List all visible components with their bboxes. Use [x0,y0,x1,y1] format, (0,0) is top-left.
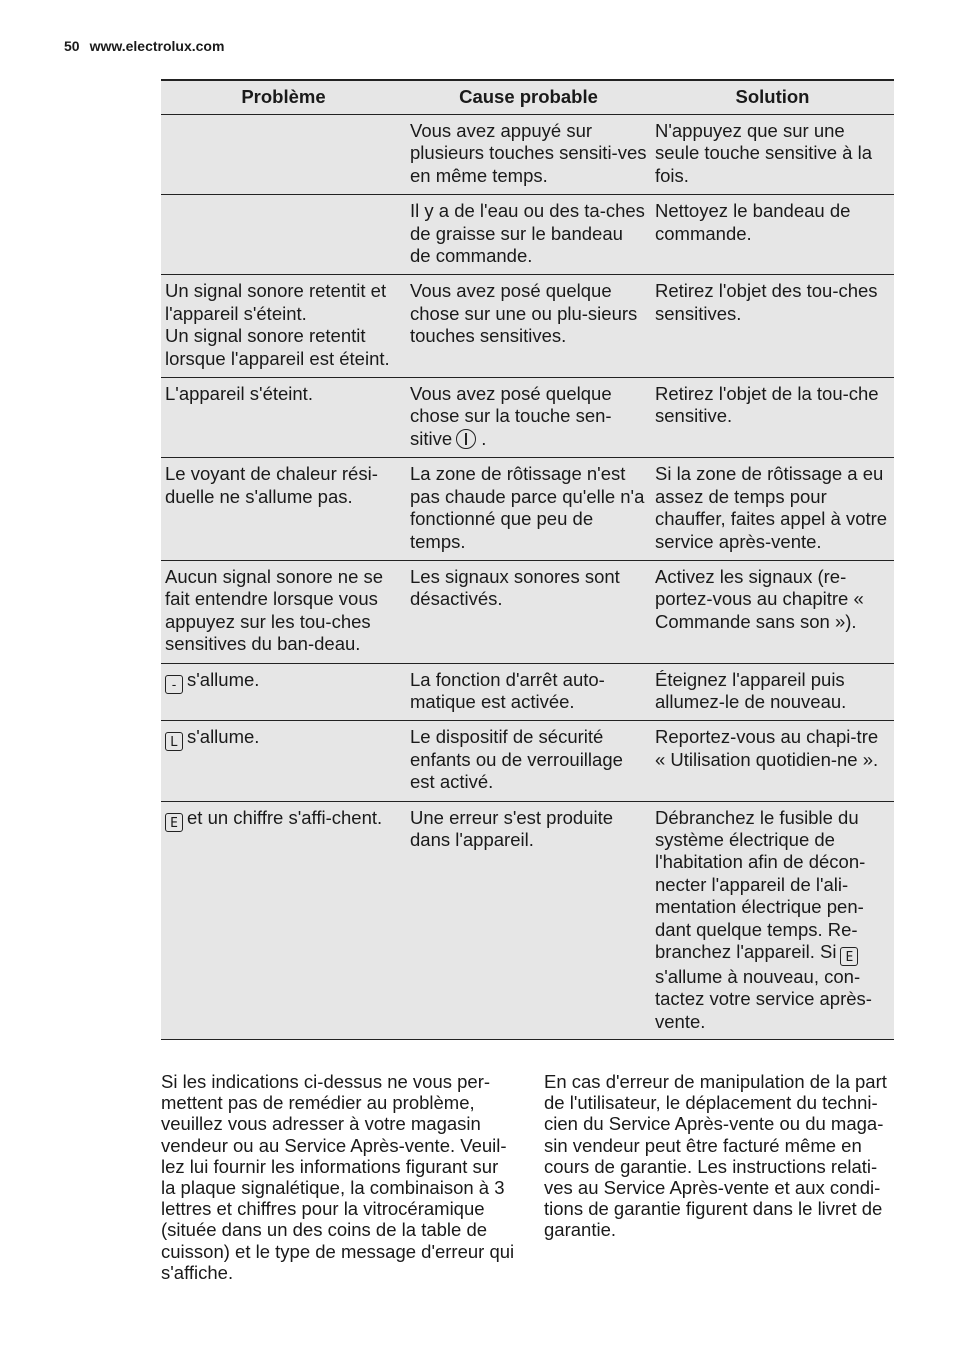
page-number: 50 [64,38,80,54]
solution-cell: Activez les signaux (re-portez-vous au chapitre « Commande sans son »). [651,560,894,663]
table-row [161,801,894,1040]
column-header-problem: Problème [161,80,406,115]
cause-cell: Une erreur s'est produite dans l'appareil. [406,801,651,1040]
table-row [161,195,894,275]
cause-text-end: . [481,427,487,449]
cause-cell: Le dispositif de sécurité enfants ou de verrouillage est activé. [406,721,651,801]
problem-cell: L'appareil s'éteint. [161,378,406,458]
table-row [161,275,894,378]
table-row [161,378,894,458]
solution-cell: Retirez l'objet de la tou-che sensitive. [651,378,894,458]
solution-text: Débranchez le fusible du système électrique de l'habitation afin de décon-necter l'appareil de l'ali-mentation électrique pen-dant quelque temps. Re-branchez l'appareil. Si [655,806,866,962]
cause-cell: Vous avez appuyé sur plusieurs touches sensiti-ves en même temps. [406,115,651,195]
problem-cell [161,801,406,1040]
solution-cell: Nettoyez le bandeau de commande. [651,195,894,275]
solution-cell [651,801,894,1040]
lock-display-symbol-icon: L [165,732,183,751]
error-display-symbol-icon: E [165,813,183,832]
solution-cell: Si la zone de rôtissage a eu assez de temps pour chauffer, faites appel à votre service après-vente. [651,458,894,561]
cause-text: Vous avez posé quelque chose sur la touche sen-sitive [410,383,612,449]
problem-cell [161,115,406,195]
table-row [161,663,894,721]
problem-text: s'allume. [187,726,260,748]
solution-text-end: s'allume à nouveau, con-tactez votre service après-vente. [655,966,872,1032]
cause-cell [406,378,651,458]
error-display-symbol-icon: E [840,947,858,966]
page-header [64,38,224,54]
problem-cell [161,195,406,275]
problem-cell: Aucun signal sonore ne se fait entendre lorsque vous appuyez sur les tou-ches sensitives du ban-deau. [161,560,406,663]
note-left: Si les indications ci-dessus ne vous per-mettent pas de remédier au problème, veuillez vous adresser à votre magasin vendeur ou au Service Après-vente. Veuil-lez lui fournir les informations figurant sur la plaque signalétique, la combinaison à 3 lettres et chiffres pour la vitrocéramique (située dans un des coins de la table de cuisson) et le type de message d'erreur qui s'affiche. [161,1071,515,1283]
troubleshooting-table [161,79,894,1040]
table-row [161,115,894,195]
problem-text: s'allume. [187,668,260,690]
cause-cell: Vous avez posé quelque chose sur une ou plu-sieurs touches sensitives. [406,275,651,378]
solution-cell: N'appuyez que sur une seule touche sensitive à la fois. [651,115,894,195]
solution-cell: Retirez l'objet des tou-ches sensitives. [651,275,894,378]
problem-text: Un signal sonore retentit et l'appareil s'éteint. [165,280,387,324]
table-row [161,721,894,801]
problem-cell [161,663,406,721]
cause-cell: Les signaux sonores sont désactivés. [406,560,651,663]
problem-cell [161,275,406,378]
cause-cell: Il y a de l'eau ou des ta-ches de graisse sur le bandeau de commande. [406,195,651,275]
table-row [161,560,894,663]
cause-cell: La zone de rôtissage n'est pas chaude parce qu'elle n'a fonctionné que peu de temps. [406,458,651,561]
solution-cell: Reportez-vous au chapi-tre « Utilisation quotidien-ne ». [651,721,894,801]
problem-text: Un signal sonore retentit lorsque l'appareil est éteint. [165,325,390,369]
problem-text: et un chiffre s'affi-chent. [187,806,383,828]
column-header-solution: Solution [651,80,894,115]
solution-cell: Éteignez l'appareil puis allumez-le de nouveau. [651,663,894,721]
cause-cell: La fonction d'arrêt auto-matique est activée. [406,663,651,721]
on-off-icon [456,429,476,449]
dash-display-symbol-icon: - [165,675,183,694]
table-header-row [161,80,894,115]
table-row [161,458,894,561]
site-url: www.electrolux.com [89,38,225,54]
problem-cell: Le voyant de chaleur rési-duelle ne s'allume pas. [161,458,406,561]
note-right: En cas d'erreur de manipulation de la part de l'utilisateur, le déplacement du techni-cien du Service Après-vente ou du maga-sin vendeur peut être facturé même en cours de garantie. Les instructions relati-ves au Service Après-vente et aux condi-tions de garantie figurent dans le livret de garantie. [544,1071,887,1241]
problem-cell [161,721,406,801]
column-header-cause: Cause probable [406,80,651,115]
